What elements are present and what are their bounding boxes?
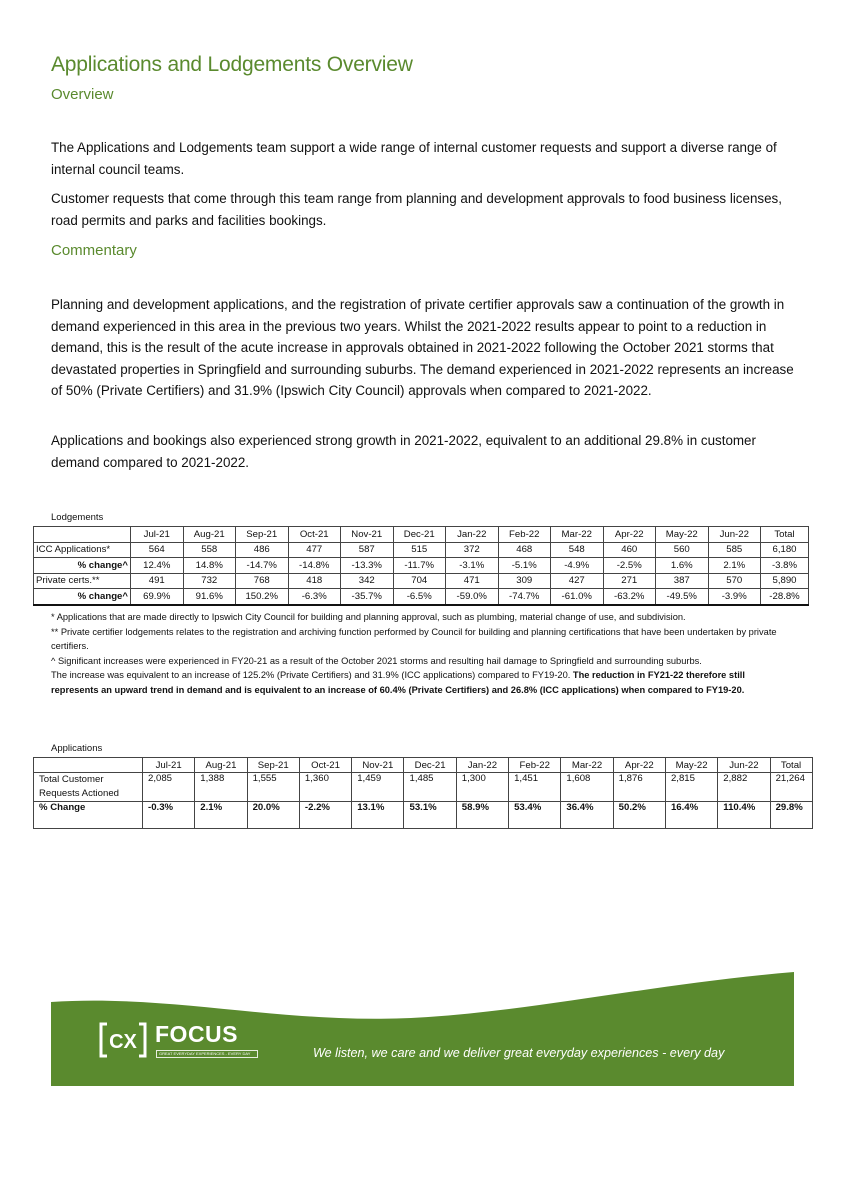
table-cell: 704 <box>393 573 446 589</box>
table-cell: 732 <box>183 573 236 589</box>
table-cell: 468 <box>498 542 551 558</box>
table-cell: 36.4% <box>561 802 613 829</box>
table-header-corner <box>34 527 131 543</box>
table-header: Mar-22 <box>561 758 613 773</box>
table-header: Aug-21 <box>195 758 247 773</box>
table-cell: 491 <box>131 573 184 589</box>
table-cell: 1,485 <box>404 773 456 802</box>
table-cell: -13.3% <box>341 558 394 574</box>
table-cell: -63.2% <box>603 589 656 605</box>
logo-subtitle: GREAT EVERYDAY EXPERIENCES - EVERY DAY <box>156 1050 258 1058</box>
note-4-text: The increase was equivalent to an increase of 125.2% (Private Certifiers) and 31.9% (ICC applications) compared to FY19-20. <box>51 670 573 681</box>
row-label: % change^ <box>34 558 131 574</box>
table-cell: 2,085 <box>143 773 195 802</box>
table-cell: 20.0% <box>247 802 299 829</box>
table-cell: 91.6% <box>183 589 236 605</box>
row-label: % Change <box>34 802 143 829</box>
table-cell: 1,360 <box>299 773 351 802</box>
table-cell: 1,300 <box>456 773 508 802</box>
table-row <box>34 773 813 802</box>
note-1: * Applications that are made directly to Ipswich City Council for building and planning approval, such as plumbing, material change of use, and subdivision. <box>51 612 686 622</box>
table-row <box>34 558 809 574</box>
table-cell: 1.6% <box>656 558 709 574</box>
row-label: Total Customer Requests Actioned <box>34 773 143 802</box>
overview-heading: Overview <box>51 86 114 103</box>
table-header: Aug-21 <box>183 527 236 543</box>
table-cell: -0.3% <box>143 802 195 829</box>
table-cell: 2,882 <box>718 773 770 802</box>
table-cell: 6,180 <box>761 542 809 558</box>
commentary-heading: Commentary <box>51 242 137 259</box>
table-cell: 585 <box>708 542 761 558</box>
note-2: ** Private certifier lodgements relates to the registration and archiving function performed by Council for building and planning certifications that have been undertaken by private certifiers. <box>51 626 777 652</box>
table-cell: -28.8% <box>761 589 809 605</box>
table-cell: 1,555 <box>247 773 299 802</box>
table-cell: -4.9% <box>551 558 604 574</box>
table-cell: 12.4% <box>131 558 184 574</box>
table-cell: 309 <box>498 573 551 589</box>
table-header: Jul-21 <box>143 758 195 773</box>
table-cell: 69.9% <box>131 589 184 605</box>
table-cell: 1,459 <box>352 773 404 802</box>
page-title: Applications and Lodgements Overview <box>51 53 413 76</box>
table-header: Oct-21 <box>299 758 351 773</box>
table-cell: 768 <box>236 573 289 589</box>
table-header-row <box>34 527 809 543</box>
table-row <box>34 802 813 829</box>
table-cell: -6.3% <box>288 589 341 605</box>
table-cell: 1,388 <box>195 773 247 802</box>
table-cell: -74.7% <box>498 589 551 605</box>
table-header: Feb-22 <box>498 527 551 543</box>
table-cell: 110.4% <box>718 802 770 829</box>
lodgements-caption: Lodgements <box>51 512 104 523</box>
row-label: Private certs.** <box>34 573 131 589</box>
table-cell: 372 <box>446 542 499 558</box>
table-cell: 471 <box>446 573 499 589</box>
table-header: Jun-22 <box>708 527 761 543</box>
overview-paragraph-2: Customer requests that come through this team range from planning and development approvals to food business licenses, road permits and parks and facilities bookings. <box>51 191 782 228</box>
table-cell: -61.0% <box>551 589 604 605</box>
lodgements-table <box>33 526 809 606</box>
table-cell: -3.8% <box>761 558 809 574</box>
note-4 <box>51 668 793 697</box>
table-cell: -5.1% <box>498 558 551 574</box>
table-header: Jan-22 <box>446 527 499 543</box>
table-header: Dec-21 <box>393 527 446 543</box>
table-cell: 1,608 <box>561 773 613 802</box>
note-3: ^ Significant increases were experienced in FY20-21 as a result of the October 2021 storms and resulting hail damage to Springfield and surrounding suburbs. <box>51 655 702 666</box>
table-cell: 486 <box>236 542 289 558</box>
table-cell: -49.5% <box>656 589 709 605</box>
commentary-paragraph-2: Applications and bookings also experienced strong growth in 2021-2022, equivalent to an additional 29.8% in customer demand compared to 2021-2022. <box>51 433 756 470</box>
table-header-corner <box>34 758 143 773</box>
table-cell: 58.9% <box>456 802 508 829</box>
applications-table <box>33 757 813 829</box>
table-cell: 515 <box>393 542 446 558</box>
logo-focus-text: FOCUS <box>155 1021 238 1047</box>
applications-caption: Applications <box>51 743 103 754</box>
table-header: Jan-22 <box>456 758 508 773</box>
table-header: Sep-21 <box>236 527 289 543</box>
commentary-paragraph-1: Planning and development applications, and the registration of private certifier approvals saw a continuation of the growth in demand experienced in this area in the previous two years. Whilst the 2021-2022 results appear to point to a reduction in demand, this is the result of the acute increase in approvals obtained in 2021-2022 following the October 2021 storms that devastated properties in Springfield and surrounding suburbs. The demand experienced in 2021-2022 represents an increase of 50% (Private Certifiers) and 31.9% (Ipswich City Council) approvals when compared to 2021-2022. <box>51 297 794 398</box>
table-cell: 16.4% <box>665 802 717 829</box>
table-header: Sep-21 <box>247 758 299 773</box>
note-4-emphasis: The reduction in FY21-22 therefore still represents an upward trend in demand and is equivalent to an increase of 60.4% (Private Certifiers) and 26.8% (ICC applications) when compared to FY19-20. <box>51 670 745 695</box>
table-cell: -6.5% <box>393 589 446 605</box>
row-label: ICC Applications* <box>34 542 131 558</box>
table-cell: 558 <box>183 542 236 558</box>
cx-logo-icon <box>99 1020 147 1060</box>
table-cell: 2.1% <box>708 558 761 574</box>
table-header: May-22 <box>656 527 709 543</box>
table-cell: 418 <box>288 573 341 589</box>
table-cell: 5,890 <box>761 573 809 589</box>
table-cell: -14.8% <box>288 558 341 574</box>
table-cell: 13.1% <box>352 802 404 829</box>
table-header: Total <box>761 527 809 543</box>
table-header: Oct-21 <box>288 527 341 543</box>
table-cell: 53.1% <box>404 802 456 829</box>
table-header: May-22 <box>665 758 717 773</box>
table-cell: 271 <box>603 573 656 589</box>
table-cell: 2.1% <box>195 802 247 829</box>
table-cell: 1,451 <box>509 773 561 802</box>
table-cell: 564 <box>131 542 184 558</box>
table-cell: 587 <box>341 542 394 558</box>
table-cell: 548 <box>551 542 604 558</box>
table-cell: 21,264 <box>770 773 812 802</box>
table-cell: 2,815 <box>665 773 717 802</box>
logo-cx-text: CX <box>109 1031 137 1053</box>
table-header: Jun-22 <box>718 758 770 773</box>
table-cell: -11.7% <box>393 558 446 574</box>
table-header: Dec-21 <box>404 758 456 773</box>
table-cell: 387 <box>656 573 709 589</box>
table-row <box>34 542 809 558</box>
lodgements-notes <box>51 610 793 698</box>
table-header: Feb-22 <box>509 758 561 773</box>
table-cell: 29.8% <box>770 802 812 829</box>
row-label: % change^ <box>34 589 131 605</box>
table-cell: -35.7% <box>341 589 394 605</box>
table-cell: 53.4% <box>509 802 561 829</box>
table-cell: -3.9% <box>708 589 761 605</box>
table-header: Mar-22 <box>551 527 604 543</box>
table-cell: -2.5% <box>603 558 656 574</box>
table-cell: 560 <box>656 542 709 558</box>
table-cell: 50.2% <box>613 802 665 829</box>
banner-tagline: We listen, we care and we deliver great everyday experiences - every day <box>313 1046 725 1060</box>
table-cell: 150.2% <box>236 589 289 605</box>
table-header: Apr-22 <box>613 758 665 773</box>
table-cell: 570 <box>708 573 761 589</box>
table-header: Apr-22 <box>603 527 656 543</box>
table-cell: 477 <box>288 542 341 558</box>
table-cell: 14.8% <box>183 558 236 574</box>
table-cell: 460 <box>603 542 656 558</box>
table-header-row <box>34 758 813 773</box>
table-cell: -14.7% <box>236 558 289 574</box>
table-cell: -2.2% <box>299 802 351 829</box>
table-cell: 427 <box>551 573 604 589</box>
table-header: Nov-21 <box>352 758 404 773</box>
table-header: Nov-21 <box>341 527 394 543</box>
table-header: Total <box>770 758 812 773</box>
table-cell: -59.0% <box>446 589 499 605</box>
table-cell: 1,876 <box>613 773 665 802</box>
table-row <box>34 573 809 589</box>
overview-paragraph-1: The Applications and Lodgements team support a wide range of internal customer requests and support a diverse range of internal council teams. <box>51 140 777 177</box>
table-row <box>34 589 809 605</box>
table-cell: 342 <box>341 573 394 589</box>
table-header: Jul-21 <box>131 527 184 543</box>
table-cell: -3.1% <box>446 558 499 574</box>
